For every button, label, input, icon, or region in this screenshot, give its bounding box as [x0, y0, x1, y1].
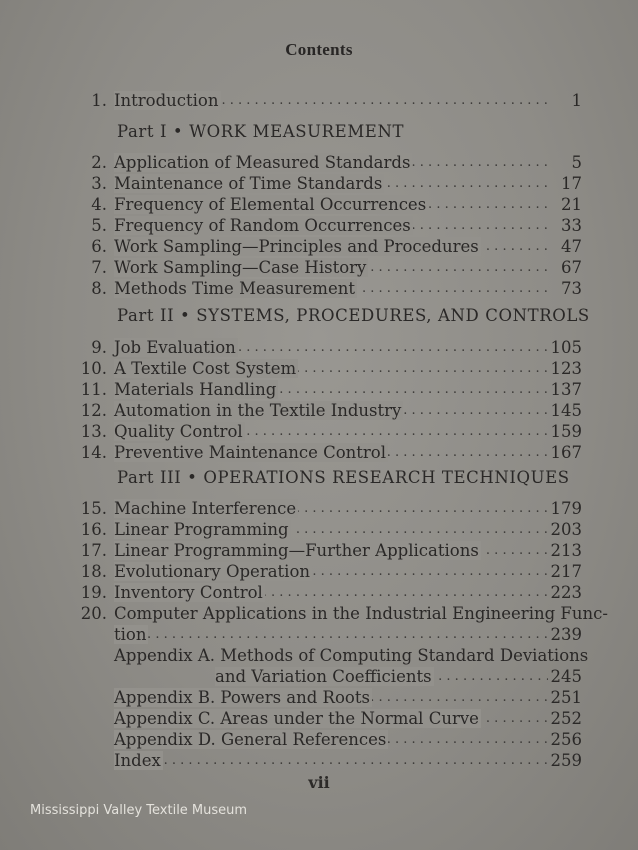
- page-number: 21: [561, 195, 582, 214]
- chapter-title: Computer Applications in the Industrial Engineering Func-: [114, 604, 608, 623]
- page-number: 223: [550, 583, 582, 602]
- toc-entry[interactable]: [0, 442, 638, 464]
- part-heading: Part III • OPERATIONS RESEARCH TECHNIQUES: [117, 468, 570, 487]
- chapter-title: Linear Programming: [114, 520, 289, 539]
- toc-entry[interactable]: [0, 337, 638, 359]
- page-number: 213: [550, 541, 582, 560]
- toc-entry[interactable]: [0, 152, 638, 174]
- toc-entry[interactable]: [0, 278, 638, 300]
- chapter-number: 1.: [91, 91, 107, 110]
- page-number: 179: [550, 499, 582, 518]
- chapter-number: 8.: [91, 279, 107, 298]
- page-number: 239: [550, 625, 582, 644]
- page-number: 251: [550, 688, 582, 707]
- toc-entry[interactable]: [0, 582, 638, 604]
- chapter-number: 18.: [80, 562, 107, 581]
- chapter-title: Frequency of Elemental Occurrences: [114, 195, 427, 214]
- toc-entry[interactable]: [0, 236, 638, 258]
- chapter-number: 2.: [91, 153, 107, 172]
- chapter-number: 5.: [91, 216, 107, 235]
- chapter-number: 15.: [80, 499, 107, 518]
- chapter-title: Linear Programming—Further Applications: [114, 541, 479, 560]
- chapter-title-continued: tion: [114, 625, 147, 644]
- chapter-number: 3.: [91, 174, 107, 193]
- chapter-title: Machine Interference: [114, 499, 297, 518]
- chapter-number: 9.: [91, 338, 107, 357]
- appendix-title: Appendix D. General References: [114, 730, 387, 749]
- appendix-entry-continued[interactable]: [0, 666, 638, 688]
- page-number: 256: [550, 730, 582, 749]
- chapter-number: 17.: [80, 541, 107, 560]
- page-number: 123: [550, 359, 582, 378]
- page-folio: vii: [308, 773, 330, 792]
- chapter-title: Frequency of Random Occurrences: [114, 216, 411, 235]
- toc-entry[interactable]: [0, 215, 638, 237]
- chapter-title: Maintenance of Time Standards: [114, 174, 383, 193]
- page-number: 167: [550, 443, 582, 462]
- chapter-number: 10.: [80, 359, 107, 378]
- page-heading: Contents: [285, 40, 353, 59]
- part-heading: Part II • SYSTEMS, PROCEDURES, AND CONTROLS: [117, 306, 590, 325]
- page-number: 145: [550, 401, 582, 420]
- toc-entry[interactable]: [0, 498, 638, 520]
- chapter-title: Introduction: [114, 91, 219, 110]
- chapter-title: Automation in the Textile Industry: [114, 401, 402, 420]
- index-entry[interactable]: [0, 750, 638, 772]
- chapter-title: Work Sampling—Principles and Procedures: [114, 237, 479, 256]
- toc-entry[interactable]: [0, 603, 638, 625]
- appendix-entry[interactable]: [0, 708, 638, 730]
- toc-entry[interactable]: [0, 421, 638, 443]
- chapter-title: Evolutionary Operation: [114, 562, 311, 581]
- toc-entry[interactable]: [0, 400, 638, 422]
- appendix-title-continued: and Variation Coefficients: [215, 667, 432, 686]
- chapter-number: 13.: [80, 422, 107, 441]
- chapter-title: Job Evaluation: [114, 338, 236, 357]
- toc-entry[interactable]: [0, 257, 638, 279]
- chapter-title: Quality Control: [114, 422, 243, 441]
- page-number: 245: [550, 667, 582, 686]
- chapter-title: A Textile Cost System: [114, 359, 297, 378]
- chapter-number: 14.: [80, 443, 107, 462]
- toc-entry[interactable]: [0, 540, 638, 562]
- appendix-entry[interactable]: [0, 729, 638, 751]
- appendix-entry[interactable]: [0, 645, 638, 667]
- page-number: 73: [561, 279, 582, 298]
- page-number: 67: [561, 258, 582, 277]
- page-number: 1: [571, 91, 582, 110]
- toc-entry[interactable]: [0, 358, 638, 380]
- leader-dots: [114, 750, 548, 772]
- chapter-title: Materials Handling: [114, 380, 277, 399]
- page-number: 259: [550, 751, 582, 770]
- part-heading: Part I • WORK MEASUREMENT: [117, 122, 405, 141]
- appendix-title: Appendix B. Powers and Roots: [114, 688, 370, 707]
- page-number: 105: [550, 338, 582, 357]
- chapter-number: 20.: [80, 604, 107, 623]
- toc-entry[interactable]: [0, 379, 638, 401]
- page-number: 137: [550, 380, 582, 399]
- page-number: 17: [561, 174, 582, 193]
- toc-entry[interactable]: [0, 194, 638, 216]
- page-number: 47: [561, 237, 582, 256]
- chapter-number: 16.: [80, 520, 107, 539]
- chapter-number: 12.: [80, 401, 107, 420]
- appendix-title: Appendix A. Methods of Computing Standard Deviations: [114, 646, 589, 665]
- toc-entry[interactable]: [0, 173, 638, 195]
- appendix-title: Appendix C. Areas under the Normal Curve: [114, 709, 479, 728]
- chapter-title: Preventive Maintenance Control: [114, 443, 386, 462]
- toc-entry-continued[interactable]: [0, 624, 638, 646]
- toc-entry[interactable]: [0, 519, 638, 541]
- toc-entry[interactable]: [0, 90, 638, 112]
- leader-dots: [114, 624, 548, 646]
- museum-watermark: Mississippi Valley Textile Museum: [30, 803, 248, 818]
- page-number: 252: [550, 709, 582, 728]
- chapter-title: Work Sampling—Case History: [114, 258, 367, 277]
- page-number: 217: [550, 562, 582, 581]
- chapter-title: Application of Measured Standards: [114, 153, 411, 172]
- page-number: 159: [550, 422, 582, 441]
- chapter-number: 4.: [91, 195, 107, 214]
- chapter-number: 6.: [91, 237, 107, 256]
- chapter-number: 7.: [91, 258, 107, 277]
- page-number: 33: [561, 216, 582, 235]
- page-number: 203: [550, 520, 582, 539]
- page-number: 5: [571, 153, 582, 172]
- chapter-number: 11.: [80, 380, 107, 399]
- appendix-entry[interactable]: [0, 687, 638, 709]
- index-title: Index: [114, 751, 161, 770]
- chapter-title: Methods Time Measurement: [114, 279, 355, 298]
- chapter-number: 19.: [80, 583, 107, 602]
- toc-entry[interactable]: [0, 561, 638, 583]
- chapter-title: Inventory Control: [114, 583, 263, 602]
